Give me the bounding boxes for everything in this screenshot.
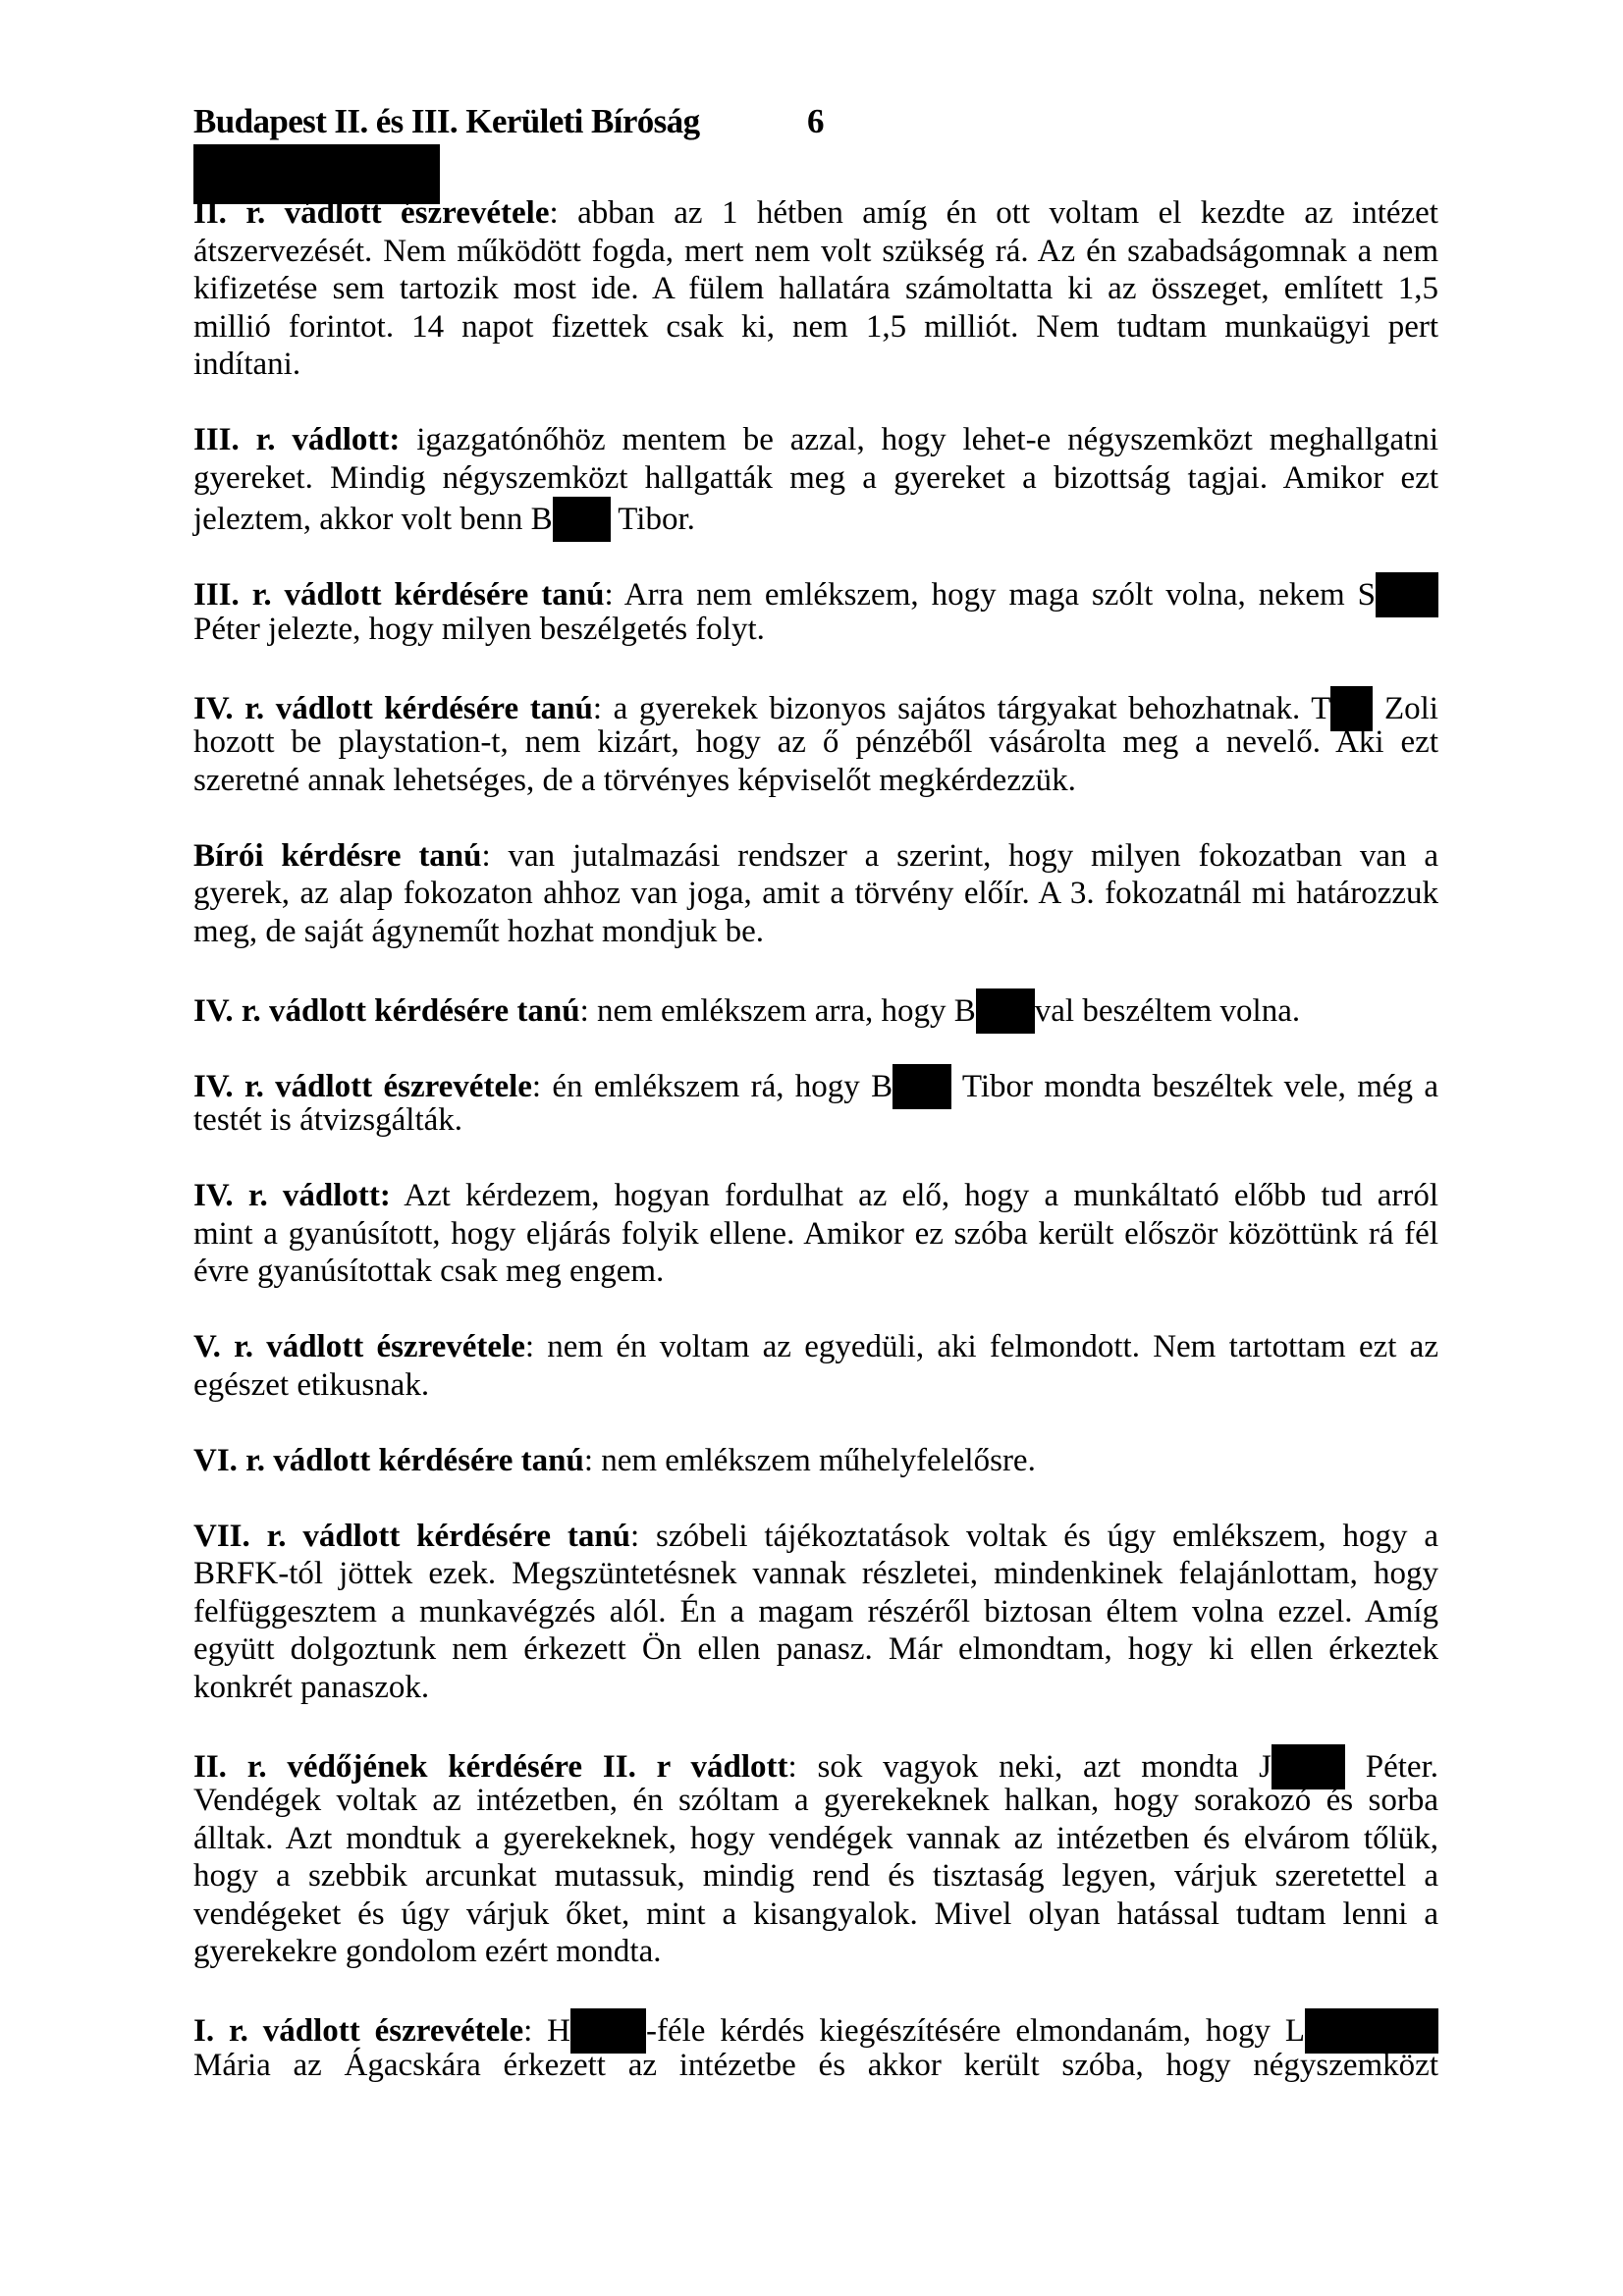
text-line (193, 837, 1438, 876)
speaker-label: IV. r. vádlott észrevétele (193, 1068, 532, 1104)
speaker-label: III. r. vádlott kérdésére tanú (193, 577, 605, 613)
text-line (193, 270, 1438, 308)
statement-text: hozott be playstation-t, nem kizárt, hogy az ő pénzéből vásárolta meg a nevelő. Aki ezt (193, 724, 1438, 760)
statement-text: : a gyerekek bizonyos sajátos tárgyakat behozhatnak. T (592, 690, 1331, 726)
text-line (193, 875, 1438, 913)
statement-text: testét is átvizsgálták. (193, 1102, 463, 1138)
text-line (193, 1744, 1438, 1783)
transcript-paragraph (193, 686, 1438, 800)
text-line (193, 1782, 1438, 1820)
speaker-label: IV. r. vádlott: (193, 1178, 391, 1213)
text-line (193, 1328, 1438, 1366)
text-line (193, 988, 1438, 1027)
statement-text: egészet etikusnak. (193, 1366, 430, 1403)
text-line (193, 1857, 1438, 1896)
transcript-paragraph (193, 1518, 1438, 1707)
text-line (193, 1442, 1438, 1480)
document-body (193, 194, 1438, 2122)
statement-text: meg, de saját ágyneműt hozhat mondjuk be. (193, 913, 765, 949)
text-line (193, 913, 1438, 951)
statement-text: BRFK-tól jöttek ezek. Megszüntetésnek vannak részletei, mindenkinek felajánlottam, hogy (193, 1556, 1438, 1591)
statement-text: évre gyanúsítottak csak meg engem. (193, 1254, 665, 1289)
text-line (193, 1215, 1438, 1254)
text-line (193, 611, 1438, 649)
transcript-paragraph (193, 1177, 1438, 1291)
text-line (193, 762, 1438, 800)
statement-text: millió forintot. 14 napot fizettek csak ki, nem 1,5 milliót. Nem tudtam munkaügyi pert (193, 308, 1438, 345)
text-line (193, 308, 1438, 347)
statement-text: Vendégek voltak az intézetben, én szóltam a gyerekeknek halkan, hogy sorakozó és sorba (193, 1783, 1438, 1818)
speaker-label: V. r. vádlott észrevétele (193, 1329, 525, 1364)
transcript-paragraph (193, 1064, 1438, 1140)
statement-text: álltak. Azt mondtuk a gyerekeknek, hogy vendégek vannak az intézetben és elvárom tőlük, (193, 1820, 1438, 1856)
statement-text: val beszéltem volna. (1034, 992, 1301, 1029)
statement-text: -féle kérdés kiegészítésére elmondanám, hogy L (646, 2013, 1306, 2049)
statement-text: konkrét panaszok. (193, 1669, 430, 1705)
text-line (193, 497, 1438, 535)
speaker-label: VII. r. vádlott kérdésére tanú (193, 1518, 631, 1554)
statement-text: hogy a szebbik arcunkat mutassuk, mindig rend és tisztaság legyen, várjuk szeretettel a (193, 1858, 1438, 1894)
text-line (193, 1366, 1438, 1405)
text-line (193, 1669, 1438, 1707)
speaker-label: I. r. vádlott észrevétele (193, 2013, 524, 2049)
transcript-paragraph (193, 1744, 1438, 1971)
statement-text: : van jutalmazási rendszer a szerint, hogy milyen fokozatban van a (481, 837, 1438, 874)
text-line (193, 421, 1438, 459)
statement-text: gyereket. Mindig négyszemközt hallgatták meg a gyereket a bizottság tagjai. Amikor ezt (193, 459, 1438, 496)
redaction-box (893, 1064, 951, 1109)
page-header (193, 102, 881, 141)
transcript-paragraph (193, 988, 1438, 1027)
statement-text: Tibor. (610, 502, 695, 537)
statement-text: gyerekekre gondolom ezért mondta. (193, 1934, 662, 1969)
text-line (193, 1518, 1438, 1556)
redaction-box (976, 988, 1035, 1034)
transcript-paragraph (193, 194, 1438, 384)
statement-text: vendégeket és úgy várjuk őket, mint a kisangyalok. Mivel olyan hatással tudtam lenni a (193, 1896, 1438, 1932)
statement-text: indítani. (193, 347, 301, 382)
redaction-box (553, 497, 611, 542)
text-line (193, 194, 1438, 233)
statement-text: felfüggesztem a munkavégzés alól. Én a magam részéről biztosan éltem volna ezzel. Amíg (193, 1593, 1438, 1629)
statement-text: jeleztem, akkor volt benn B (193, 502, 553, 537)
speaker-label: III. r. vádlott: (193, 422, 401, 457)
statement-text: : én emlékszem rá, hogy B (531, 1068, 893, 1104)
transcript-paragraph (193, 421, 1438, 535)
statement-text: átszervezését. Nem működött fogda, mert nem volt szükség rá. Az én szabadságomnak a nem (193, 233, 1438, 269)
speaker-label: IV. r. vádlott kérdésére tanú (193, 992, 580, 1029)
text-line (193, 1896, 1438, 1934)
transcript-paragraph (193, 572, 1438, 648)
speaker-label: Bírói kérdésre tanú (193, 837, 482, 874)
text-line (193, 1593, 1438, 1631)
text-line (193, 1630, 1438, 1669)
court-name: Budapest II. és III. Kerületi Bíróság (193, 102, 700, 140)
statement-text: mint a gyanúsított, hogy eljárás folyik ellene. Amikor ez szóba került először közöttünk rá fél (193, 1215, 1438, 1252)
text-line (193, 572, 1438, 611)
statement-text: igazgatónőhöz mentem be azzal, hogy lehet-e négyszemközt meghallgatni (400, 422, 1438, 457)
statement-text: : szóbeli tájékoztatások voltak és úgy emlékszem, hogy a (630, 1518, 1438, 1554)
statement-text: kifizetése sem tartozik most ide. A fülem hallatára számoltatta ki az összeget, említett 1,5 (193, 271, 1438, 306)
statement-text: : sok vagyok neki, azt mondta J (787, 1748, 1271, 1785)
statement-text: Tibor mondta beszéltek vele, még a (951, 1068, 1438, 1104)
speaker-label: II. r. vádlott észrevétele (193, 195, 550, 231)
statement-text: : abban az 1 hétben amíg én ott voltam el kezdte az intézet (549, 195, 1438, 231)
text-line (193, 2047, 1438, 2085)
speaker-label: II. r. védőjének kérdésére II. r vádlott (193, 1748, 788, 1785)
transcript-paragraph (193, 837, 1438, 951)
text-line (193, 1064, 1438, 1102)
redaction-box (1376, 572, 1438, 617)
text-line (193, 686, 1438, 724)
statement-text: Mária az Ágacskára érkezett az intézetbe és akkor került szóba, hogy négyszemközt (193, 2047, 1438, 2083)
page-number: 6 (807, 102, 825, 140)
statement-text: gyerek, az alap fokozaton ahhoz van joga, amit a törvény előír. A 3. fokozatnál mi határozzuk (193, 876, 1438, 911)
text-line (193, 1933, 1438, 1971)
text-line (193, 1253, 1438, 1291)
statement-text: : Arra nem emlékszem, hogy maga szólt volna, nekem S (604, 577, 1376, 613)
text-line (193, 723, 1438, 762)
statement-text: szeretné annak lehetséges, de a törvényes képviselőt megkérdezzük. (193, 762, 1076, 798)
text-line (193, 1101, 1438, 1140)
statement-text: : nem emlékszem arra, hogy B (579, 992, 976, 1029)
statement-text: Péter jelezte, hogy milyen beszélgetés folyt. (193, 611, 765, 647)
transcript-paragraph (193, 1328, 1438, 1404)
speaker-label: VI. r. vádlott kérdésére tanú (193, 1442, 584, 1478)
statement-text: Péter. (1344, 1748, 1438, 1785)
transcript-paragraph (193, 2008, 1438, 2084)
statement-text: : nem én voltam az egyedüli, aki felmondott. Nem tartottam ezt az (524, 1329, 1438, 1364)
text-line (193, 459, 1438, 498)
statement-text: : H (523, 2013, 571, 2049)
text-line (193, 346, 1438, 384)
text-line (193, 2008, 1438, 2047)
speaker-label: IV. r. vádlott kérdésére tanú (193, 690, 593, 726)
statement-text: együtt dolgoztunk nem érkezett Ön ellen panasz. Már elmondtam, hogy ki ellen érkeztek (193, 1631, 1438, 1667)
statement-text: Zoli (1373, 690, 1438, 726)
text-line (193, 233, 1438, 271)
text-line (193, 1820, 1438, 1858)
text-line (193, 1177, 1438, 1215)
statement-text: : nem emlékszem műhelyfelelősre. (583, 1442, 1036, 1478)
transcript-paragraph (193, 1442, 1438, 1480)
statement-text: Azt kérdezem, hogyan fordulhat az elő, hogy a munkáltató előbb tud arról (390, 1178, 1438, 1213)
text-line (193, 1555, 1438, 1593)
